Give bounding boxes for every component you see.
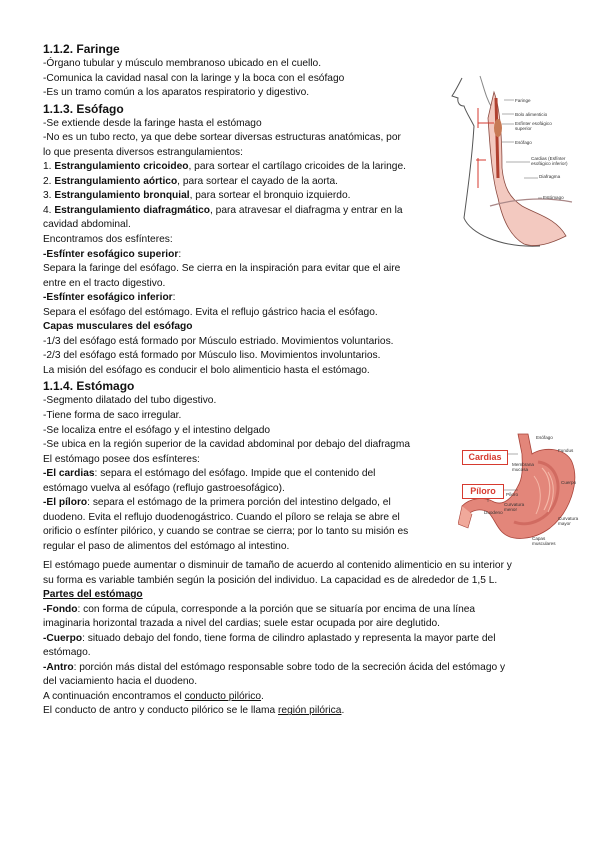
estomago-line-4: -Se ubica en la región superior de la cavidad abdominal por debajo del diafragma xyxy=(43,439,410,451)
fig1-label-esfinter-superior: Esfínter esofágico superior xyxy=(515,121,552,131)
fig2-label-esofago: Esófago xyxy=(536,435,553,440)
tamano-line-1: El estómago puede aumentar o disminuir de tamaño de acuerdo al contenido alimenticio en su interior y xyxy=(43,560,512,571)
fondo-line-1: -Fondo: con forma de cúpula, corresponde a la porción que se situaría por encima de una línea xyxy=(43,603,476,615)
fig2-label-membrana: Membrana mucosa xyxy=(512,462,534,472)
antro-line-1: -Antro: porción más distal del estómago responsable sobre todo de la secreción ácida del estómago y xyxy=(43,661,506,673)
cardias-label-box xyxy=(462,450,508,465)
cardias-label: Cardias xyxy=(468,452,502,462)
piloro-line-4: regular el paso de alimentos del estómago al intestino. xyxy=(43,540,290,552)
stomach-figure xyxy=(458,432,586,550)
fig1-label-diafragma: Diafragma xyxy=(539,174,561,179)
capas-line-1: -1/3 del esófago está formado por Músculo estriado. Movimientos voluntarios. xyxy=(43,335,394,347)
mision-esofago: La misión del esófago es conducir el bolo alimenticio hasta el estómago. xyxy=(43,364,370,376)
fondo-line-2: imaginaria horizontal trazada a nivel del cardias; suele estar ocupada por aire deglutido. xyxy=(43,618,440,630)
cuerpo-line-2: estómago. xyxy=(43,647,91,659)
estrangulamiento-3: 3. Estrangulamiento bronquial, para sortear el bronquio izquierdo. xyxy=(43,190,351,202)
piloro-label-box xyxy=(462,484,504,499)
section-title-faringe: 1.1.2. Faringe xyxy=(43,42,120,56)
esfinter-inferior-line-1: Separa el esófago del estómago. Evita el reflujo gástrico hacia el esófago. xyxy=(43,306,378,318)
cuerpo-line-1: -Cuerpo: situado debajo del fondo, tiene forma de cilindro aplastado y representa la mayor parte del xyxy=(43,632,496,644)
estrangulamiento-4-cont: cavidad abdominal. xyxy=(43,219,131,231)
fig2-label-capas: Capas musculares xyxy=(532,536,556,546)
fig2-label-curvatura-mayor: Curvatura mayor xyxy=(558,516,579,526)
fig1-label-cardias: Cardias (Esfínter esofágico inferior) xyxy=(531,156,568,166)
fig2-label-curvatura-menor: Curvatura menor xyxy=(504,502,525,512)
fig1-label-esofago: Esófago xyxy=(515,140,532,145)
faringe-line-3: -Es un tramo común a los aparatos respiratorio y digestivo. xyxy=(43,87,310,99)
left-column xyxy=(43,41,438,555)
fig2-label-cuerpo: Cuerpo xyxy=(561,480,577,485)
region-pilorica-line: El conducto de antro y conducto pilórico se le llama región pilórica. xyxy=(43,705,345,717)
estrangulamiento-1: 1. Estrangulamiento cricoideo, para sortear el cartílago cricoides de la laringe. xyxy=(43,161,406,173)
piloro-line-1: -El píloro: separa el estómago de la primera porción del intestino delgado, el xyxy=(43,497,391,509)
estrangulamiento-4: 4. Estrangulamiento diafragmático, para atravesar el diafragma y entrar en la xyxy=(43,204,403,216)
estomago-line-3: -Se localiza entre el esófago y el intestino delgado xyxy=(43,424,271,436)
tamano-line-2: su forma es variable también según la posición del individuo. La capacidad es de alrededor de 1,5 L. xyxy=(43,574,498,586)
cardias-line-2: estómago vuelva al esófago (reflujo gastroesofágico). xyxy=(43,482,285,494)
fig1-label-bolo: Bolo alimenticio xyxy=(515,112,548,117)
antro-line-2: del vaciamiento hacia el duodeno. xyxy=(43,676,198,688)
fig1-label-faringe: Faringe xyxy=(515,98,531,103)
estomago-line-2: -Tiene forma de saco irregular. xyxy=(43,410,182,422)
full-width-section xyxy=(43,559,563,719)
esophagus-figure xyxy=(440,68,585,258)
esfinteres-intro: Encontramos dos esfínteres: xyxy=(43,234,173,246)
faringe-line-2: -Comunica la cavidad nasal con la laringe y la boca con el esófago xyxy=(43,72,345,84)
esfinter-superior-title: -Esfínter esofágico superior: xyxy=(43,248,182,260)
estrangulamiento-2: 2. Estrangulamiento aórtico, para sortear el cayado de la aorta. xyxy=(43,175,339,187)
cardias-line-1: -El cardias: separa el estómago del esófago. Impide que el contenido del xyxy=(43,468,376,480)
esfinter-superior-line-1: Separa la faringe del esófago. Se cierra en la inspiración para evitar que el aire xyxy=(43,263,401,275)
section-title-estomago: 1.1.4. Estómago xyxy=(43,379,135,394)
esofago-line-3: lo que presenta diversos estrangulamientos: xyxy=(43,146,243,158)
esofago-line-2: -No es un tubo recto, ya que debe sortear diversas estructuras anatómicas, por xyxy=(43,132,401,144)
esfinter-inferior-title: -Esfínter esofágico inferior: xyxy=(43,292,176,304)
fig2-label-piloro: Píloro xyxy=(506,492,519,497)
piloro-label: Píloro xyxy=(470,486,496,496)
estomago-line-1: -Segmento dilatado del tubo digestivo. xyxy=(43,395,217,407)
fig2-label-duodeno: Duodeno xyxy=(484,510,503,515)
fig1-label-estomago: Estómago xyxy=(543,195,564,200)
fig2-label-fundus: Fundus xyxy=(558,448,574,453)
estomago-line-5: El estómago posee dos esfínteres: xyxy=(43,453,200,465)
partes-title: Partes del estómago xyxy=(43,589,143,601)
piloro-line-2: duodeno. Evita el reflujo duodenogástrico. Cuando el píloro se relaja se abre el xyxy=(43,511,400,523)
capas-line-2: -2/3 del esófago está formado por Músculo liso. Movimientos involuntarios. xyxy=(43,350,381,362)
esofago-line-1: -Se extiende desde la faringe hasta el estómago xyxy=(43,117,262,129)
faringe-line-1: -Órgano tubular y músculo membranoso ubicado en el cuello. xyxy=(43,58,322,69)
piloro-line-3: orificio o esfínter pilórico, y cuando se contrae se cierra; por lo tanto su misión es xyxy=(43,526,409,538)
conducto-pilorico-line: A continuación encontramos el conducto pilórico. xyxy=(43,690,264,702)
capas-title: Capas musculares del esófago xyxy=(43,321,193,333)
esfinter-superior-line-2: entre en el tracto digestivo. xyxy=(43,277,166,289)
section-title-esofago: 1.1.3. Esófago xyxy=(43,101,124,116)
